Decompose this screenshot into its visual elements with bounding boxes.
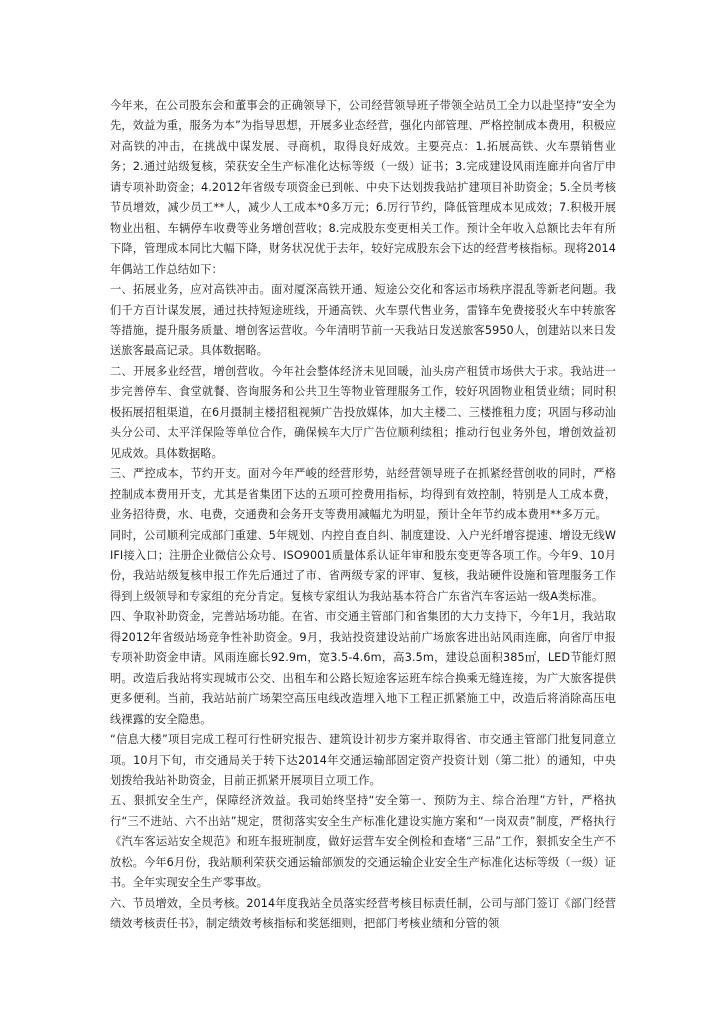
paragraph-section-2: 二、开展多业经营，增创营收。今年社会整体经济未见回暖，汕头房产租赁市场供大于求。我站进一步完善停车、食堂就餐、咨询服务和公共卫生等物业管理服务工作，较好巩固物业租赁业绩；同时积极拓展招租渠道，在6月摄制主楼招租视频广告投放媒体，加大主楼二、三楼推租力度；巩固与移动汕头分公司、太平洋保险等单位合作，确保候车大厅广告位顺利续租；推动行包业务外包，增创效益初见成效。具体数据略。: [110, 364, 616, 460]
paragraph-section-1: 一、拓展业务，应对高铁冲击。面对厦深高铁开通、短途公交化和客运市场秩序混乱等新老问题。我们千方百计谋发展，通过扶持短途班线，开通高铁、火车票代售业务，雷锋车免费接驳火车中转旅客等措施，提升服务质量、增创客运营收。今年清明节前一天我站日发送旅客5950人，创建站以来日发送旅客最高记录。具体数据略。: [110, 283, 616, 358]
paragraph-section-4: 四、争取补助资金，完善站场功能。在省、市交通主管部门和省集团的大力支持下，今年1月，我站取得2012年省级站场竞争性补助资金。9月，我站投资建设站前广场旅客进出站风雨连廊，向省厅申报专项补助资金申请。风雨连廊长92.9m，宽3.5-4.6m，高3.5m，建设总面积385㎡，LED节能灯照明。改造后我站将实现城市公交、出租车和公路长短途客运班车综合换乘无缝连接，为广大旅客提供更多便利。当前，我站站前广场架空高压电线改造埋入地下工程正抓紧施工中，改造后将消除高压电线裸露的安全隐患。: [110, 610, 616, 726]
paragraph-section-4-continued: “信息大楼”项目完成工程可行性研究报告、建筑设计初步方案并取得省、市交通主管部门批复同意立项。10月下旬，市交通局关于转下达2014年交通运输部固定资产投资计划（第二批）的通知，中央划拨给我站补助资金，目前正抓紧开展项目立项工作。: [110, 733, 616, 787]
paragraph-section-3: 三、严控成本，节约开支。面对今年严峻的经营形势，站经营领导班子在抓紧经营创收的同时，严格控制成本费用开支，尤其是省集团下达的五项可控费用指标，均得到有效控制，特别是人工成本费，业务招待费，水、电费，交通费和会务开支等费用减幅尤为明显，预计全年节约成本费用**多万元。: [110, 467, 616, 522]
document-page: [110, 96, 616, 935]
paragraph-section-5: 五、狠抓安全生产，保障经济效益。我司始终坚持“安全第一、预防为主、综合治理”方针，严格执行“三不进站、六不出站”规定，贯彻落实安全生产标准化建设实施方案和“一岗双责”制度，严格执行《汽车客运站安全规范》和班车报班制度，做好运营车安全例检和查堵“三品”工作，狠抓安全生产不放松。今年6月份，我站顺利荣获交通运输部颁发的交通运输企业安全生产标准化达标等级（一级）证书。全年实现安全生产零事故。: [110, 794, 616, 890]
paragraph-section-6: 六、节员增效，全员考核。2014年度我站全员落实经营考核目标责任制，公司与部门签订《部门经营绩效考核责任书》，制定绩效考核指标和奖惩细则，把部门考核业绩和分管的领: [110, 896, 616, 931]
paragraph-intro: 今年来，在公司股东会和董事会的正确领导下，公司经营领导班子带领全站员工全力以赴坚持“安全为先，效益为重，服务为本”为指导思想，开展多业态经营，强化内部管理、严格控制成本费用，积极应对高铁的冲击，在挑战中谋发展、寻商机，取得良好成效。主要亮点：1.拓展高铁、火车票销售业务；2.通过站级复核，荣获安全生产标准化达标等级（一级）证书；3.完成建设风雨连廊并向省厅申请专项补助资金；4.2012年省级专项资金已到帐、中央下达划拨我站扩建项目补助资金；5.全员考核节员增效，减少员工**人，减少人工成本*0多万元；6.厉行节约，降低管理成本见成效；7.积极开展物业出租、车辆停车收费等业务增创营收；8.完成股东变更相关工作。预计全年收入总额比去年有所下降，管理成本同比大幅下降，财务状况优于去年，较好完成股东会下达的经营考核指标。现将2014年偶站工作总结如下：: [110, 99, 616, 276]
paragraph-section-3-continued: 同时，公司顺利完成部门重建、5年规划、内控自查自纠、制度建设、入户光纤增容提速、增设无线WIFI接入口；注册企业微信公众号、ISO9001质量体系认证年审和股东变更等各项工作。今年9、10月份，我站站级复核申报工作先后通过了市、省两级专家的评审、复核，我站硬件设施和管理服务工作得到上级领导和专家组的充分肯定。复核专家组认为我站基本符合广东省汽车客运站一级A类标准。: [110, 528, 616, 603]
